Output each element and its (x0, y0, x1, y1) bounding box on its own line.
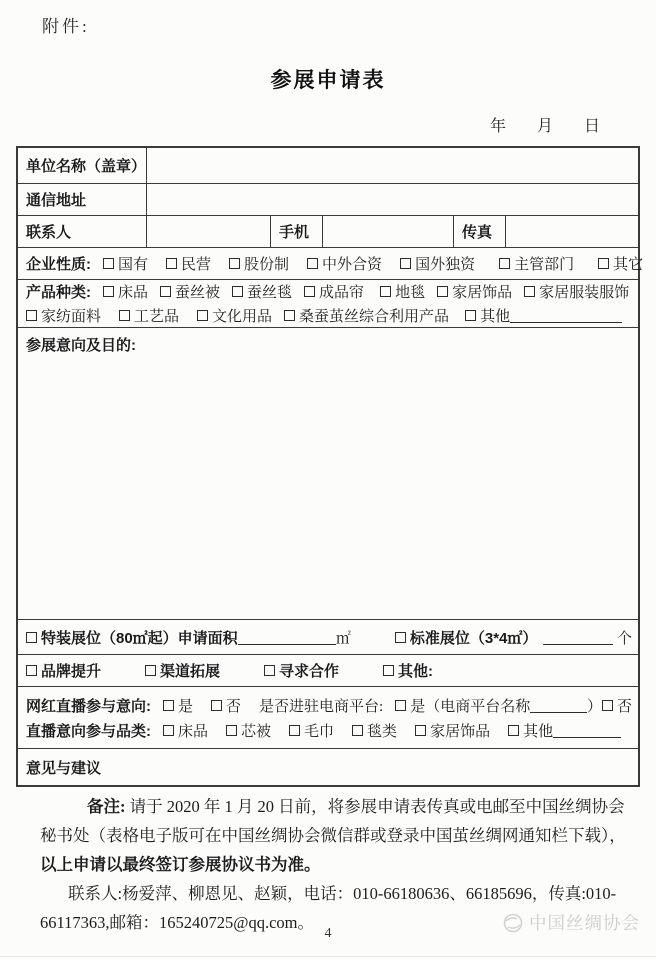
option-home-accessories: 家居饰品 (437, 281, 512, 302)
special-booth-unit: ㎡ (335, 630, 351, 647)
option-supervisor-dept: 主管部门 (499, 253, 574, 274)
row-unit-name (18, 148, 638, 184)
fax-value (506, 216, 638, 247)
date-year-label: 年 (489, 118, 506, 135)
checkbox-icon (145, 665, 156, 676)
option-foreign-owned: 国外独资 (400, 253, 475, 274)
checkbox-icon (304, 286, 315, 297)
application-form-table (16, 146, 644, 787)
ecommerce-yes-suffix: ） (586, 698, 602, 715)
exhibition-intent-label: 参展意向及目的: (26, 337, 136, 354)
livestream-category-label: 直播意向参与品类: (26, 722, 151, 740)
checkbox-icon (499, 258, 510, 269)
option-silk-blanket: 蚕丝毯 (232, 281, 292, 302)
row-booth (18, 620, 638, 655)
checkbox-icon (103, 286, 114, 297)
option-joint-stock: 股份制 (229, 253, 289, 274)
option-brand-promotion: 品牌提升 (26, 660, 101, 681)
row-address (18, 184, 638, 216)
option-livestream-no: 否 (211, 695, 241, 716)
row-product-category (18, 280, 638, 328)
checkbox-icon (383, 665, 394, 676)
ecommerce-platform-label: 是否进驻电商平台: (259, 698, 384, 715)
option-finished-curtain: 成品帘 (304, 281, 364, 302)
checkbox-icon (524, 286, 535, 297)
live-other-blank (553, 723, 621, 738)
standard-booth-count-blank (543, 630, 613, 645)
option-private: 民营 (166, 253, 211, 274)
option-seek-cooperation: 寻求合作 (264, 660, 339, 681)
checkbox-icon (166, 258, 177, 269)
row-participation-purpose (18, 655, 638, 687)
unit-name-value (147, 148, 638, 183)
checkbox-icon (289, 725, 300, 736)
option-special-booth: 特装展位（80㎡起）申请面积 (26, 627, 238, 648)
checkbox-icon (197, 310, 208, 321)
contact-label: 联系人 (18, 216, 147, 247)
option-live-towel: 毛巾 (289, 720, 334, 741)
checkbox-icon (229, 258, 240, 269)
standard-booth-unit: 个 (616, 630, 632, 647)
option-live-other: 其他 (508, 720, 553, 741)
checkbox-icon (284, 310, 295, 321)
option-channel-expansion: 渠道拓展 (145, 660, 220, 681)
remark-line-1: 备注: 请于 2020 年 1 月 20 日前，将参展申请表传真或电邮至中国丝绸协会 (87, 797, 625, 816)
unit-name-label: 单位名称（盖章） (18, 148, 147, 183)
option-handicraft: 工艺品 (119, 305, 179, 326)
option-ecommerce-yes: 是（电商平台名称 (395, 695, 530, 716)
checkbox-icon (160, 286, 171, 297)
checkbox-icon (163, 725, 174, 736)
option-standard-booth: 标准展位（3*4㎡） (395, 627, 538, 648)
checkbox-icon (508, 725, 519, 736)
option-other-product: 其他 (465, 305, 510, 326)
checkbox-icon (211, 700, 222, 711)
mobile-label: 手机 (271, 216, 323, 247)
option-home-apparel: 家居服装服饰 (524, 281, 629, 302)
checkbox-icon (598, 258, 609, 269)
option-live-quilt-core: 芯被 (226, 720, 271, 741)
checkbox-icon (226, 725, 237, 736)
watermark-text: 中国丝绸协会 (529, 913, 640, 933)
option-live-bedding: 床品 (163, 720, 208, 741)
checkbox-icon (307, 258, 318, 269)
option-other-purpose: 其他: (383, 660, 433, 681)
option-carpet: 地毯 (380, 281, 425, 302)
page-number: 4 (324, 926, 332, 941)
bottom-divider (0, 956, 656, 957)
option-sino-foreign: 中外合资 (307, 253, 382, 274)
contact-line-2: 66117363,邮箱：165240725@qq.com。 (40, 913, 314, 932)
checkbox-icon (602, 700, 613, 711)
option-bedding: 床品 (103, 281, 148, 302)
page-title: 参展申请表 (270, 69, 386, 92)
option-silk-quilt: 蚕丝被 (160, 281, 220, 302)
enterprise-nature-label: 企业性质: (26, 256, 91, 273)
option-live-blanket: 毯类 (352, 720, 397, 741)
row-contact (18, 216, 638, 248)
checkbox-icon (380, 286, 391, 297)
checkbox-icon (163, 700, 174, 711)
date-line (490, 113, 600, 136)
checkbox-icon (465, 310, 476, 321)
checkbox-icon (437, 286, 448, 297)
remark-label: 备注: (87, 797, 126, 816)
product-category-label: 产品种类: (26, 284, 91, 301)
attachment-label: 附件: (42, 17, 90, 36)
checkbox-icon (26, 310, 37, 321)
row-enterprise-nature (18, 248, 644, 280)
option-live-home-accessories: 家居饰品 (415, 720, 490, 741)
fax-label: 传真 (454, 216, 506, 247)
row-livestream (18, 687, 638, 749)
checkbox-icon (26, 632, 37, 643)
checkbox-icon (119, 310, 130, 321)
special-booth-area-blank (238, 630, 336, 645)
checkbox-icon (103, 258, 114, 269)
address-label: 通信地址 (18, 184, 147, 215)
checkbox-icon (26, 665, 37, 676)
checkbox-icon (400, 258, 411, 269)
option-ecommerce-no: 否 (602, 695, 632, 716)
option-state-owned: 国有 (103, 253, 148, 274)
contact-line-1: 联系人:杨爱萍、柳恩见、赵颖，电话：010-66180636、66185696，传真:010- (68, 884, 617, 903)
row-suggestions (18, 749, 638, 785)
date-day-label: 日 (583, 118, 600, 135)
checkbox-icon (352, 725, 363, 736)
option-silk-comprehensive-products: 桑蚕茧丝综合利用产品 (284, 305, 449, 326)
suggestions-label: 意见与建议 (26, 759, 102, 777)
livestream-intent-label: 网红直播参与意向: (26, 697, 151, 715)
remark-line-2: 秘书处（表格电子版可在中国丝绸协会微信群或登录中国茧丝绸网通知栏下载）， (40, 826, 626, 845)
checkbox-icon (264, 665, 275, 676)
option-home-textile-fabric: 家纺面料 (26, 305, 101, 326)
remark-line-3: 以上申请以最终签订参展协议书为准。 (40, 855, 321, 874)
option-livestream-yes: 是 (163, 695, 193, 716)
contact-value (147, 216, 271, 247)
option-cultural-goods: 文化用品 (197, 305, 272, 326)
row-exhibition-intent (18, 328, 638, 620)
checkbox-icon (395, 632, 406, 643)
checkbox-icon (232, 286, 243, 297)
mobile-value (323, 216, 454, 247)
checkbox-icon (395, 700, 406, 711)
checkbox-icon (415, 725, 426, 736)
date-month-label: 月 (536, 118, 553, 135)
ecommerce-platform-name-blank (530, 698, 587, 713)
option-other-nature: 其它 (598, 253, 643, 274)
other-product-blank (510, 308, 622, 323)
address-value (147, 184, 638, 215)
